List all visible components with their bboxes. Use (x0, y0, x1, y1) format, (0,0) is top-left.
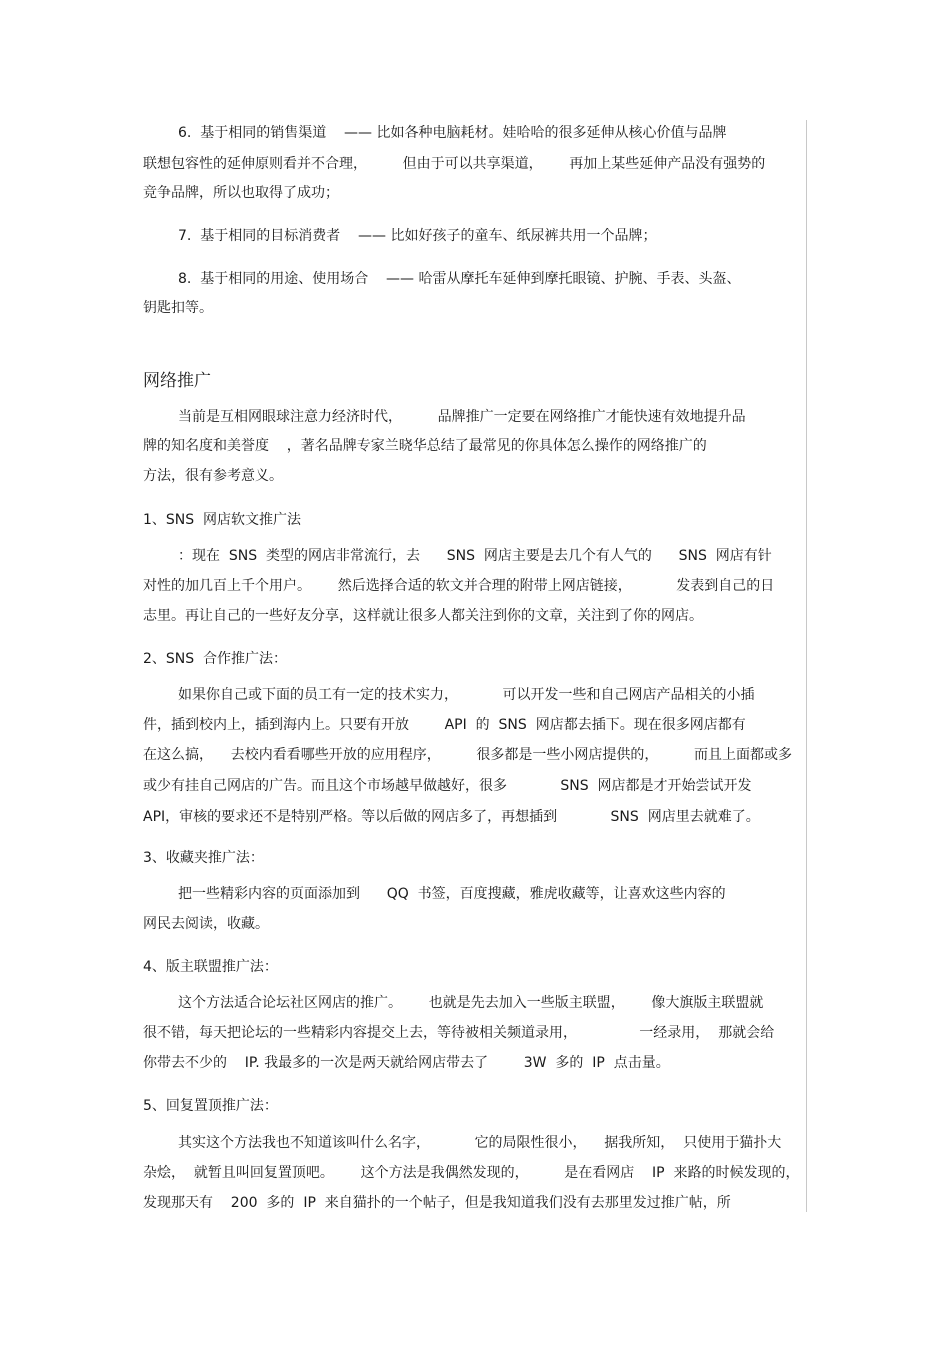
list-item-6: 6. 基于相同的销售渠道 —— 比如各种电脑耗材。娃哈哈的很多延伸从核心价值与品牌 (178, 125, 727, 141)
list-item-7: 7. 基于相同的目标消费者 —— 比如好孩子的童车、纸尿裤共用一个品牌； (178, 228, 657, 244)
text-line: 对性的加几百上千个用户。 然后选择合适的软文并合理的附带上网店链接， 发表到自己的日 (143, 578, 775, 594)
text-line: 杂烩， 就暂且叫回复置顶吧。 这个方法是我偶然发现的， 是在看网店 IP 来路的时候发现的， (143, 1165, 800, 1181)
text-line: 发现那天有 200 多的 IP 来自猫扑的一个帖子，但是我知道我们没有去那里发过推广帖，所 (143, 1195, 731, 1211)
text-line: 牌的知名度和美誉度 ，著名品牌专家兰晓华总结了最常见的你具体怎么操作的网络推广的 (143, 438, 707, 454)
text-line: 你带去不少的 IP. 我最多的一次是两天就给网店带去了 3W 多的 IP 点击量。 (143, 1055, 670, 1071)
text-line: 志里。再让自己的一些好友分享，这样就让很多人都关注到你的文章，关注到了你的网店。 (143, 608, 703, 624)
text-line: 方法，很有参考意义。 (143, 468, 283, 484)
text-line: 或少有挂自己网店的广告。而且这个市场越早做越好，很多 SNS 网店都是才开始尝试开发 (143, 778, 752, 794)
page-right-border (806, 120, 807, 1212)
subheading-4: 4、版主联盟推广法： (143, 959, 278, 975)
paragraph-line: 把一些精彩内容的页面添加到 QQ 书签，百度搜藏，雅虎收藏等，让喜欢这些内容的 (178, 886, 726, 902)
paragraph-line: 当前是互相网眼球注意力经济时代， 品牌推广一定要在网络推广才能快速有效地提升品 (178, 409, 746, 425)
subheading-5: 5、回复置顶推广法： (143, 1098, 278, 1114)
text-line: 在这么搞， 去校内看看哪些开放的应用程序， 很多都是一些小网店提供的， 而且上面都或多 (143, 747, 793, 763)
text-line: 竞争品牌，所以也取得了成功； (143, 185, 339, 201)
section-heading: 网络推广 (143, 371, 211, 391)
paragraph-line: 其实这个方法我也不知道该叫什么名字， 它的局限性很小， 据我所知， 只使用于猫扑大 (178, 1135, 782, 1151)
paragraph-line: 如果你自己或下面的员工有一定的技术实力， 可以开发一些和自己网店产品相关的小插 (178, 687, 755, 703)
subheading-1: 1、SNS 网店软文推广法 (143, 512, 302, 528)
text-line: 钥匙扣等。 (143, 300, 213, 316)
text-line: 很不错，每天把论坛的一些精彩内容提交上去，等待被相关频道录用， 一经录用， 那就会给 (143, 1025, 775, 1041)
subheading-3: 3、收藏夹推广法： (143, 850, 264, 866)
text-line: API，审核的要求还不是特别严格。等以后做的网店多了，再想插到 SNS 网店里去就难了。 (143, 809, 760, 825)
subheading-2: 2、SNS 合作推广法： (143, 651, 288, 667)
paragraph-line: 这个方法适合论坛社区网店的推广。 也就是先去加入一些版主联盟， 像大旗版主联盟就 (178, 995, 764, 1011)
text-line: 网民去阅读，收藏。 (143, 916, 269, 932)
text-line: 件，插到校内上，插到海内上。只要有开放 API 的 SNS 网店都去插下。现在很多网店都有 (143, 717, 746, 733)
list-item-8: 8. 基于相同的用途、使用场合 —— 哈雷从摩托车延伸到摩托眼镜、护腕、手表、头盔、 (178, 271, 741, 287)
text-line: 联想包容性的延伸原则看并不合理， 但由于可以共享渠道， 再加上某些延伸产品没有强势的 (143, 156, 766, 172)
paragraph-line: ：现在 SNS 类型的网店非常流行，去 SNS 网店主要是去几个有人气的 SNS 网店有针 (178, 548, 772, 564)
